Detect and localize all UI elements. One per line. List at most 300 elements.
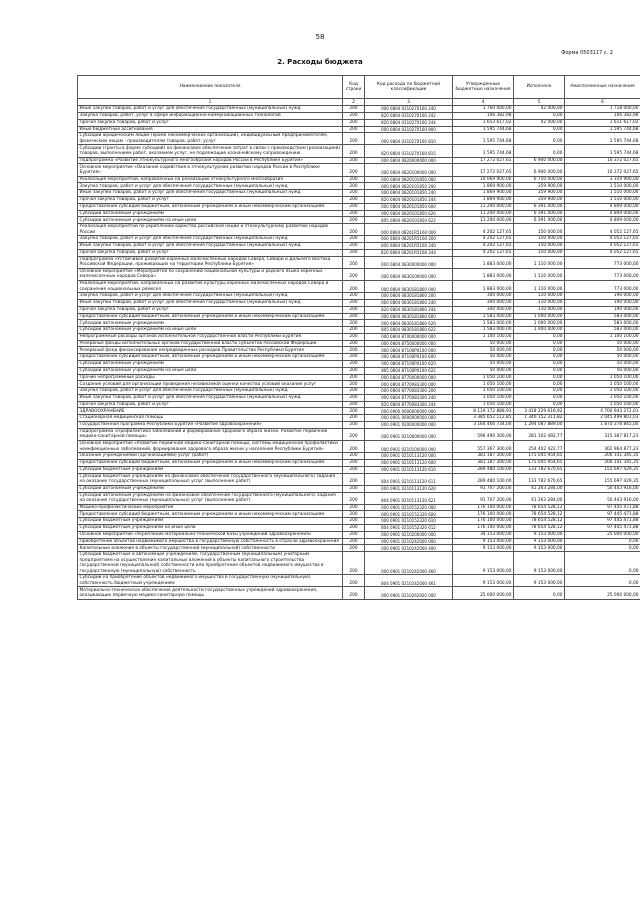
cell-executed: 359 900,00 bbox=[514, 190, 565, 197]
table-row bbox=[78, 268, 640, 280]
cell-approved: 9 153 000,00 bbox=[453, 552, 514, 575]
cell-name: Иные закупки товаров, работ и услуг для обеспечения государственных (муниципальных) нужд bbox=[78, 243, 343, 250]
cell-approved: 1 883 000,00 bbox=[453, 256, 514, 268]
cell-classification-code: 000 0804 8700000000 000 bbox=[365, 333, 453, 340]
cell-name: Основное мероприятие «Мероприятия по сохранению национальной культуры и родного языка коренных малочисленных народов Севера» bbox=[78, 268, 343, 280]
cell-unexecuted: 0,00 bbox=[565, 538, 640, 545]
cell-line-code: 200 bbox=[343, 374, 365, 381]
table-row bbox=[78, 575, 640, 587]
cell-unexecuted: 4 052 127,65 bbox=[565, 249, 640, 256]
cell-approved: 381 187 300,00 bbox=[453, 459, 514, 466]
cell-line-code: 200 bbox=[343, 145, 365, 157]
cell-name: Субсидии юридическим лицам (кроме некоммерческих организаций), индивидуальным предпринимателям, физическим лицам - производителям товаров, работ, услуг bbox=[78, 133, 343, 145]
table-row bbox=[78, 217, 640, 224]
cell-approved: 11 200 000,00 bbox=[453, 217, 514, 224]
cell-line-code: 200 bbox=[343, 256, 365, 268]
cell-name: Непрограммные расходы органов исполнительной государственной власти Республики Бурятия bbox=[78, 333, 343, 340]
cell-classification-code: 000 0804 0830181860 200 bbox=[365, 293, 453, 300]
table-row bbox=[78, 340, 640, 347]
cell-classification-code: 805 0804 87100P0100 622 bbox=[365, 367, 453, 374]
cell-unexecuted: 1 595 744,68 bbox=[565, 145, 640, 157]
cell-line-code: 200 bbox=[343, 394, 365, 401]
cell-executed: 42 000,00 bbox=[514, 106, 565, 113]
cell-name: Субсидии (гранты в форме субсидий) на финансовое обеспечение затрат в связи с производством (реализацией) товаров, выполнением работ, оказанием услуг, не подлежащие казначейскому сопровождению bbox=[78, 145, 343, 157]
cell-approved: 1 883 000,00 bbox=[453, 281, 514, 293]
table-row bbox=[78, 196, 640, 203]
table-header bbox=[78, 76, 640, 106]
cell-classification-code: 000 0804 0310270160 810 bbox=[365, 133, 453, 145]
cell-name: Предоставление субсидий бюджетным, автономным учреждениям и иным некоммерческим организациям bbox=[78, 459, 343, 466]
cell-executed: 1 110 000,00 bbox=[514, 268, 565, 280]
cell-classification-code: 000 0901 0210262920 000 bbox=[365, 587, 453, 599]
table-row bbox=[78, 320, 640, 327]
cell-approved: 1 100 100,00 bbox=[453, 333, 514, 340]
cell-name: Оказание учреждениями (организациями) услуг (работ) bbox=[78, 453, 343, 460]
cell-unexecuted: 206 141 345,35 bbox=[565, 459, 640, 466]
cell-classification-code: 000 0804 0310270160 240 bbox=[365, 106, 453, 113]
cell-name: Прочая закупка товаров, работ и услуг bbox=[78, 306, 343, 313]
cell-classification-code: 000 0804 08201R5160 240 bbox=[365, 243, 453, 250]
column-number-row bbox=[78, 99, 640, 106]
cell-approved: 557 367 300,00 bbox=[453, 441, 514, 453]
cell-name: Закупка товаров, работ и услуг для обеспечения государственных (муниципальных) нужд bbox=[78, 388, 343, 395]
cell-executed: 0,00 bbox=[514, 126, 565, 133]
column-number: 2 bbox=[343, 99, 365, 106]
table-row bbox=[78, 354, 640, 361]
cell-line-code: 200 bbox=[343, 106, 365, 113]
cell-approved: 11 200 000,00 bbox=[453, 210, 514, 217]
table-row bbox=[78, 459, 640, 466]
cell-approved: 1 595 744,68 bbox=[453, 126, 514, 133]
cell-line-code: 200 bbox=[343, 422, 365, 429]
cell-executed: 78 654 528,12 bbox=[514, 511, 565, 518]
cell-approved: 10 069 900,00 bbox=[453, 176, 514, 183]
cell-classification-code: 000 0901 0210242000 400 bbox=[365, 545, 453, 552]
cell-classification-code: 820 0804 0820101850 244 bbox=[365, 196, 453, 203]
cell-approved: 50 000,00 bbox=[453, 340, 514, 347]
header-name: Наименование показателя bbox=[78, 76, 343, 99]
page-number: 58 bbox=[315, 33, 325, 41]
cell-classification-code: 000 0804 0820101850 200 bbox=[365, 183, 453, 190]
cell-approved: 50 000,00 bbox=[453, 367, 514, 374]
column-number: 6 bbox=[565, 99, 640, 106]
cell-executed: 0,00 bbox=[514, 133, 565, 145]
cell-executed: 1 110 000,00 bbox=[514, 281, 565, 293]
cell-executed: 1 110 000,00 bbox=[514, 256, 565, 268]
cell-name: Иные бюджетные ассигнования bbox=[78, 126, 343, 133]
cell-line-code: 200 bbox=[343, 119, 365, 126]
cell-executed: 9 153 000,00 bbox=[514, 575, 565, 587]
cell-line-code: 200 bbox=[343, 340, 365, 347]
table-row bbox=[78, 164, 640, 176]
cell-executed: 41 263 284,00 bbox=[514, 485, 565, 492]
cell-classification-code: 000 0901 0210152320 000 bbox=[365, 504, 453, 511]
cell-unexecuted: 155 697 429,35 bbox=[565, 473, 640, 485]
column-number: 5 bbox=[514, 99, 565, 106]
cell-name: Подпрограмма «Профилактика заболеваний и формирование здорового образа жизни. Развитие первичной медико-санитарной помощи» bbox=[78, 428, 343, 440]
cell-name: Иные закупки товаров, работ и услуг для обеспечения государственных (муниципальных) нужд bbox=[78, 106, 343, 113]
cell-line-code: 200 bbox=[343, 354, 365, 361]
cell-name: Создание условий для организации проведения независимой оценки качества условий оказания услуг bbox=[78, 381, 343, 388]
cell-name: Предоставление субсидий бюджетным, автономным учреждениям и иным некоммерческим организациям bbox=[78, 511, 343, 518]
cell-approved: 300 000,00 bbox=[453, 299, 514, 306]
cell-approved: 1 869 900,00 bbox=[453, 196, 514, 203]
table-row bbox=[78, 236, 640, 243]
cell-line-code: 200 bbox=[343, 587, 365, 599]
table-row bbox=[78, 374, 640, 381]
cell-executed: 1 294 087 889,00 bbox=[514, 422, 565, 429]
cell-executed: 0,00 bbox=[514, 388, 565, 395]
cell-line-code: 200 bbox=[343, 459, 365, 466]
cell-unexecuted: 0,00 bbox=[565, 552, 640, 575]
cell-approved: 17 272 027,65 bbox=[453, 157, 514, 164]
cell-unexecuted: 583 000,00 bbox=[565, 327, 640, 334]
cell-classification-code: 000 0804 8770083300 000 bbox=[365, 381, 453, 388]
cell-classification-code: 820 0804 0310270160 242 bbox=[365, 112, 453, 119]
table-row bbox=[78, 367, 640, 374]
cell-approved: 3 164 466 734,00 bbox=[453, 422, 514, 429]
cell-line-code: 200 bbox=[343, 453, 365, 460]
cell-unexecuted: 97 445 471,88 bbox=[565, 504, 640, 511]
cell-line-code: 200 bbox=[343, 361, 365, 368]
cell-name: Приобретение объектов недвижимого имущества в государственную собственность в отрасли здравоохранения bbox=[78, 538, 343, 545]
cell-unexecuted: 1 510 000,00 bbox=[565, 183, 640, 190]
cell-executed: 0,00 bbox=[514, 340, 565, 347]
cell-line-code: 200 bbox=[343, 492, 365, 504]
header-kcsr: Код расхода по бюджетной классификации bbox=[365, 76, 453, 99]
cell-executed: 133 782 670,65 bbox=[514, 473, 565, 485]
cell-executed: 6 900 000,00 bbox=[514, 157, 565, 164]
cell-unexecuted: 1 100 100,00 bbox=[565, 333, 640, 340]
cell-unexecuted: 315 387 817,23 bbox=[565, 428, 640, 440]
cell-name: Подпрограмма «Устойчивое развитие коренных малочисленных народов Севера, Сибири и Дальнего Востока Российской Федерации, проживающих на территории Республики Бурятия» bbox=[78, 256, 343, 268]
table-row bbox=[78, 422, 640, 429]
cell-executed: 6 391 000,00 bbox=[514, 217, 565, 224]
cell-unexecuted: 106 382,98 bbox=[565, 112, 640, 119]
cell-classification-code: 820 0804 08201R5160 244 bbox=[365, 249, 453, 256]
cell-line-code: 200 bbox=[343, 133, 365, 145]
table-row bbox=[78, 133, 640, 145]
cell-line-code: 200 bbox=[343, 217, 365, 224]
cell-unexecuted: 4 052 127,65 bbox=[565, 224, 640, 236]
cell-executed: 175 045 954,65 bbox=[514, 459, 565, 466]
cell-unexecuted: 0,00 bbox=[565, 545, 640, 552]
cell-executed: 0,00 bbox=[514, 587, 565, 599]
cell-approved: 1 883 000,00 bbox=[453, 268, 514, 280]
cell-name: Субсидии автономным учреждениям bbox=[78, 485, 343, 492]
cell-approved: 1 583 000,00 bbox=[453, 320, 514, 327]
cell-unexecuted: 583 000,00 bbox=[565, 313, 640, 320]
section-title: 2. Расходы бюджета bbox=[277, 58, 363, 66]
cell-executed: 110 000,00 bbox=[514, 293, 565, 300]
cell-unexecuted: 302 964 877,23 bbox=[565, 441, 640, 453]
header-unexecuted: Неисполненные назначения bbox=[565, 76, 640, 99]
cell-approved: 1 869 900,00 bbox=[453, 190, 514, 197]
cell-approved: 176 100 000,00 bbox=[453, 518, 514, 525]
cell-classification-code: 805 0804 0830181860 622 bbox=[365, 327, 453, 334]
cell-classification-code: 000 0804 0820101850 000 bbox=[365, 176, 453, 183]
table-row bbox=[78, 394, 640, 401]
cell-line-code: 200 bbox=[343, 473, 365, 485]
cell-name: Прочая закупка товаров, работ и услуг bbox=[78, 249, 343, 256]
cell-executed: 78 654 528,12 bbox=[514, 518, 565, 525]
table-row bbox=[78, 485, 640, 492]
cell-name: Закупка товаров, работ и услуг для обеспечения государственных (муниципальных) нужд bbox=[78, 183, 343, 190]
cell-name: Субсидии автономным учреждениям bbox=[78, 361, 343, 368]
cell-executed: 254 402 422,77 bbox=[514, 441, 565, 453]
cell-classification-code: 000 0804 87100P0100 600 bbox=[365, 354, 453, 361]
table-row bbox=[78, 183, 640, 190]
table-row bbox=[78, 401, 640, 408]
cell-line-code: 200 bbox=[343, 531, 365, 538]
cell-executed: 0,00 bbox=[514, 347, 565, 354]
cell-executed: 0,00 bbox=[514, 394, 565, 401]
cell-executed: 0,00 bbox=[514, 354, 565, 361]
cell-approved: 596 490 300,00 bbox=[453, 428, 514, 440]
cell-name: Прочая закупка товаров, работ и услуг bbox=[78, 401, 343, 408]
column-number: 4 bbox=[453, 99, 514, 106]
cell-executed: 150 000,00 bbox=[514, 224, 565, 236]
cell-name: Государственная программа Республики Бурятия «Развитие здравоохранения» bbox=[78, 422, 343, 429]
cell-approved: 50 000,00 bbox=[453, 347, 514, 354]
cell-name: Субсидии на приобретение объектов недвижимого имущества в государственную (муниципальную) собственность бюджетным учреждениям bbox=[78, 575, 343, 587]
cell-unexecuted: 50 000,00 bbox=[565, 354, 640, 361]
table-row bbox=[78, 466, 640, 473]
cell-line-code: 200 bbox=[343, 313, 365, 320]
table-row bbox=[78, 157, 640, 164]
cell-name: Прочая закупка товаров, работ и услуг bbox=[78, 119, 343, 126]
table-row bbox=[78, 256, 640, 268]
cell-approved: 8 119 172 888,93 bbox=[453, 408, 514, 415]
cell-line-code: 200 bbox=[343, 176, 365, 183]
cell-executed: 0,00 bbox=[514, 112, 565, 119]
cell-unexecuted: 206 141 345,35 bbox=[565, 453, 640, 460]
cell-classification-code: 000 0804 87100P0100 000 bbox=[365, 347, 453, 354]
cell-approved: 381 187 300,00 bbox=[453, 453, 514, 460]
cell-unexecuted: 773 000,00 bbox=[565, 281, 640, 293]
cell-approved: 1 595 744,68 bbox=[453, 145, 514, 157]
cell-unexecuted: 773 000,00 bbox=[565, 256, 640, 268]
cell-approved: 50 000,00 bbox=[453, 354, 514, 361]
cell-line-code: 200 bbox=[343, 268, 365, 280]
cell-line-code: 200 bbox=[343, 347, 365, 354]
cell-approved: 176 100 000,00 bbox=[453, 511, 514, 518]
column-number: 1 bbox=[78, 99, 343, 106]
cell-approved: 11 200 000,00 bbox=[453, 203, 514, 210]
cell-unexecuted: 190 000,00 bbox=[565, 299, 640, 306]
cell-classification-code: 000 0901 0200000000 000 bbox=[365, 422, 453, 429]
cell-line-code: 200 bbox=[343, 525, 365, 532]
cell-line-code: 200 bbox=[343, 575, 365, 587]
cell-classification-code: 000 0804 0830100000 000 bbox=[365, 268, 453, 280]
cell-unexecuted: 97 445 471,88 bbox=[565, 525, 640, 532]
table-row bbox=[78, 518, 640, 525]
cell-approved: 300 000,00 bbox=[453, 306, 514, 313]
cell-approved: 106 382,98 bbox=[453, 112, 514, 119]
cell-classification-code: 805 0804 0820101850 622 bbox=[365, 217, 453, 224]
table-row bbox=[78, 299, 640, 306]
cell-executed: 41 263 284,00 bbox=[514, 492, 565, 504]
cell-line-code: 200 bbox=[343, 367, 365, 374]
table-row bbox=[78, 126, 640, 133]
cell-name: Субсидии автономным учреждениям на иные цели bbox=[78, 217, 343, 224]
table-row bbox=[78, 538, 640, 545]
cell-approved: 17 272 027,65 bbox=[453, 164, 514, 176]
cell-name: Субсидии автономным учреждениям на иные цели bbox=[78, 367, 343, 374]
cell-unexecuted: 50 443 916,00 bbox=[565, 492, 640, 504]
cell-classification-code: 000 0901 0210113120 620 bbox=[365, 485, 453, 492]
cell-classification-code: 804 0901 0210242000 461 bbox=[365, 575, 453, 587]
cell-classification-code: 000 0901 0210100000 000 bbox=[365, 441, 453, 453]
cell-unexecuted: 190 000,00 bbox=[565, 293, 640, 300]
cell-name: Субсидии автономным учреждениям bbox=[78, 210, 343, 217]
cell-executed: 175 045 954,65 bbox=[514, 453, 565, 460]
cell-classification-code: 000 0901 0210242000 460 bbox=[365, 552, 453, 575]
header-approved: Утвержденные бюджетные назначения bbox=[453, 76, 514, 99]
cell-line-code: 200 bbox=[343, 511, 365, 518]
cell-line-code: 200 bbox=[343, 466, 365, 473]
cell-line-code: 200 bbox=[343, 388, 365, 395]
cell-name: Медико-профилактические мероприятия bbox=[78, 504, 343, 511]
cell-name: Субсидии автономным учреждениям на финансовое обеспечение государственного (муниципального) задания на оказание государственных (муниципальных) услуг (выполнение работ) bbox=[78, 492, 343, 504]
cell-unexecuted: 1 050 100,00 bbox=[565, 401, 640, 408]
cell-classification-code: 000 0804 0830181860 000 bbox=[365, 281, 453, 293]
cell-line-code: 200 bbox=[343, 545, 365, 552]
cell-name: Предоставление субсидий бюджетным, автономным учреждениям и иным некоммерческим организациям bbox=[78, 354, 343, 361]
table-row bbox=[78, 531, 640, 538]
table-row bbox=[78, 428, 640, 440]
cell-line-code: 200 bbox=[343, 126, 365, 133]
cell-executed: 0,00 bbox=[514, 374, 565, 381]
cell-unexecuted: 2 045 499 801,03 bbox=[565, 415, 640, 422]
cell-classification-code: 000 0804 8770000000 000 bbox=[365, 374, 453, 381]
cell-classification-code: 000 0901 0210113120 000 bbox=[365, 453, 453, 460]
cell-classification-code: 000 0804 0830000000 000 bbox=[365, 256, 453, 268]
cell-unexecuted: 4 052 127,65 bbox=[565, 236, 640, 243]
cell-line-code: 200 bbox=[343, 196, 365, 203]
cell-unexecuted: 97 445 471,88 bbox=[565, 518, 640, 525]
cell-approved: 1 050 100,00 bbox=[453, 374, 514, 381]
cell-executed: 9 153 000,00 bbox=[514, 531, 565, 538]
table-row bbox=[78, 525, 640, 532]
table-row bbox=[78, 361, 640, 368]
cell-line-code: 200 bbox=[343, 333, 365, 340]
cell-unexecuted: 1 718 000,00 bbox=[565, 106, 640, 113]
cell-name: Основное мероприятие «Укрепление материально-технической базы учреждений здравоохранения» bbox=[78, 531, 343, 538]
cell-executed: 150 000,00 bbox=[514, 249, 565, 256]
table-row bbox=[78, 203, 640, 210]
cell-line-code: 200 bbox=[343, 249, 365, 256]
cell-classification-code: 000 0901 0210152320 610 bbox=[365, 518, 453, 525]
cell-approved: 34 153 000,00 bbox=[453, 531, 514, 538]
cell-line-code: 200 bbox=[343, 299, 365, 306]
cell-classification-code: 000 0901 0210113120 600 bbox=[365, 459, 453, 466]
cell-line-code: 200 bbox=[343, 552, 365, 575]
cell-name: Иные закупки товаров, работ и услуг для обеспечения государственных (муниципальных) нужд bbox=[78, 299, 343, 306]
cell-classification-code: 820 0804 8770083300 244 bbox=[365, 401, 453, 408]
cell-name: Субсидии бюджетным учреждениям bbox=[78, 518, 343, 525]
cell-unexecuted: 1 595 744,68 bbox=[565, 133, 640, 145]
cell-executed: 9 153 000,00 bbox=[514, 538, 565, 545]
cell-executed: 6 391 000,00 bbox=[514, 210, 565, 217]
cell-name: Иные закупки товаров, работ и услуг для обеспечения государственных (муниципальных) нужд bbox=[78, 394, 343, 401]
cell-executed: 1 000 000,00 bbox=[514, 313, 565, 320]
table-row bbox=[78, 249, 640, 256]
table-row bbox=[78, 190, 640, 197]
table-row bbox=[78, 441, 640, 453]
cell-executed: 1 000 000,00 bbox=[514, 320, 565, 327]
cell-approved: 1 583 000,00 bbox=[453, 327, 514, 334]
cell-executed: 6 750 000,00 bbox=[514, 176, 565, 183]
cell-classification-code: 820 0804 0830181860 244 bbox=[365, 306, 453, 313]
cell-line-code: 200 bbox=[343, 112, 365, 119]
table-row bbox=[78, 408, 640, 415]
cell-line-code: 200 bbox=[343, 408, 365, 415]
cell-approved: 91 707 200,00 bbox=[453, 485, 514, 492]
cell-line-code: 200 bbox=[343, 428, 365, 440]
cell-unexecuted: 155 697 429,35 bbox=[565, 466, 640, 473]
cell-executed: 359 900,00 bbox=[514, 196, 565, 203]
table-row bbox=[78, 327, 640, 334]
table-row bbox=[78, 453, 640, 460]
cell-name: Реализация мероприятий по укреплению единства российской нации и этнокультурному развитию народов России bbox=[78, 224, 343, 236]
cell-executed: 9 153 000,00 bbox=[514, 552, 565, 575]
table-row bbox=[78, 347, 640, 354]
cell-classification-code: 000 0804 0820101850 600 bbox=[365, 203, 453, 210]
cell-approved: 25 000 000,00 bbox=[453, 587, 514, 599]
cell-approved: 1 050 100,00 bbox=[453, 401, 514, 408]
cell-unexecuted: 50 000,00 bbox=[565, 361, 640, 368]
table-row bbox=[78, 145, 640, 157]
cell-name: Основное мероприятие «Оказание содействия в этнокультурном развитии народов России в Республике Бурятия» bbox=[78, 164, 343, 176]
cell-line-code: 200 bbox=[343, 210, 365, 217]
cell-executed: 0,00 bbox=[514, 367, 565, 374]
cell-classification-code: 000 0901 0210200000 000 bbox=[365, 531, 453, 538]
table-row bbox=[78, 415, 640, 422]
cell-classification-code: 000 0901 0210242000 000 bbox=[365, 538, 453, 545]
table-row bbox=[78, 119, 640, 126]
header-executed: Исполнено bbox=[514, 76, 565, 99]
cell-classification-code: 000 0804 08201R5160 000 bbox=[365, 224, 453, 236]
cell-unexecuted: 4 809 000,00 bbox=[565, 203, 640, 210]
cell-name: Основное мероприятие «Развитие первичной медико-санитарной помощи, системы медицинской профилактики неинфекционных заболеваний, формирование здорового образа жизни у населения Республики Бурятия» bbox=[78, 441, 343, 453]
cell-approved: 1 869 900,00 bbox=[453, 183, 514, 190]
cell-name: Реализация мероприятий, направленных на реализацию этнокультурного многообразия bbox=[78, 176, 343, 183]
cell-line-code: 200 bbox=[343, 224, 365, 236]
cell-classification-code: 000 0804 0820101850 620 bbox=[365, 210, 453, 217]
cell-unexecuted: 1 050 100,00 bbox=[565, 394, 640, 401]
cell-unexecuted: 4 700 943 272,01 bbox=[565, 408, 640, 415]
cell-classification-code: 000 0804 0830181860 620 bbox=[365, 320, 453, 327]
cell-approved: 289 480 100,00 bbox=[453, 466, 514, 473]
cell-approved: 4 202 127,65 bbox=[453, 243, 514, 250]
cell-executed: 110 000,00 bbox=[514, 299, 565, 306]
cell-approved: 50 000,00 bbox=[453, 361, 514, 368]
cell-name: Закупка товаров, работ, услуг в сфере информационно-коммуникационных технологий bbox=[78, 112, 343, 119]
cell-classification-code: 000 0901 0000000000 000 bbox=[365, 415, 453, 422]
cell-approved: 4 202 127,65 bbox=[453, 224, 514, 236]
cell-name: Субсидии бюджетным учреждениям на иные цели bbox=[78, 525, 343, 532]
cell-approved: 1 050 100,00 bbox=[453, 394, 514, 401]
cell-unexecuted: 10 372 027,65 bbox=[565, 164, 640, 176]
cell-approved: 1 595 744,68 bbox=[453, 133, 514, 145]
cell-executed: 150 000,00 bbox=[514, 243, 565, 250]
cell-unexecuted: 10 372 027,65 bbox=[565, 157, 640, 164]
cell-executed: 6 391 000,00 bbox=[514, 203, 565, 210]
cell-executed: 3 418 229 616,92 bbox=[514, 408, 565, 415]
cell-classification-code: 000 0900 0000000000 000 bbox=[365, 408, 453, 415]
cell-approved: 9 153 000,00 bbox=[453, 545, 514, 552]
